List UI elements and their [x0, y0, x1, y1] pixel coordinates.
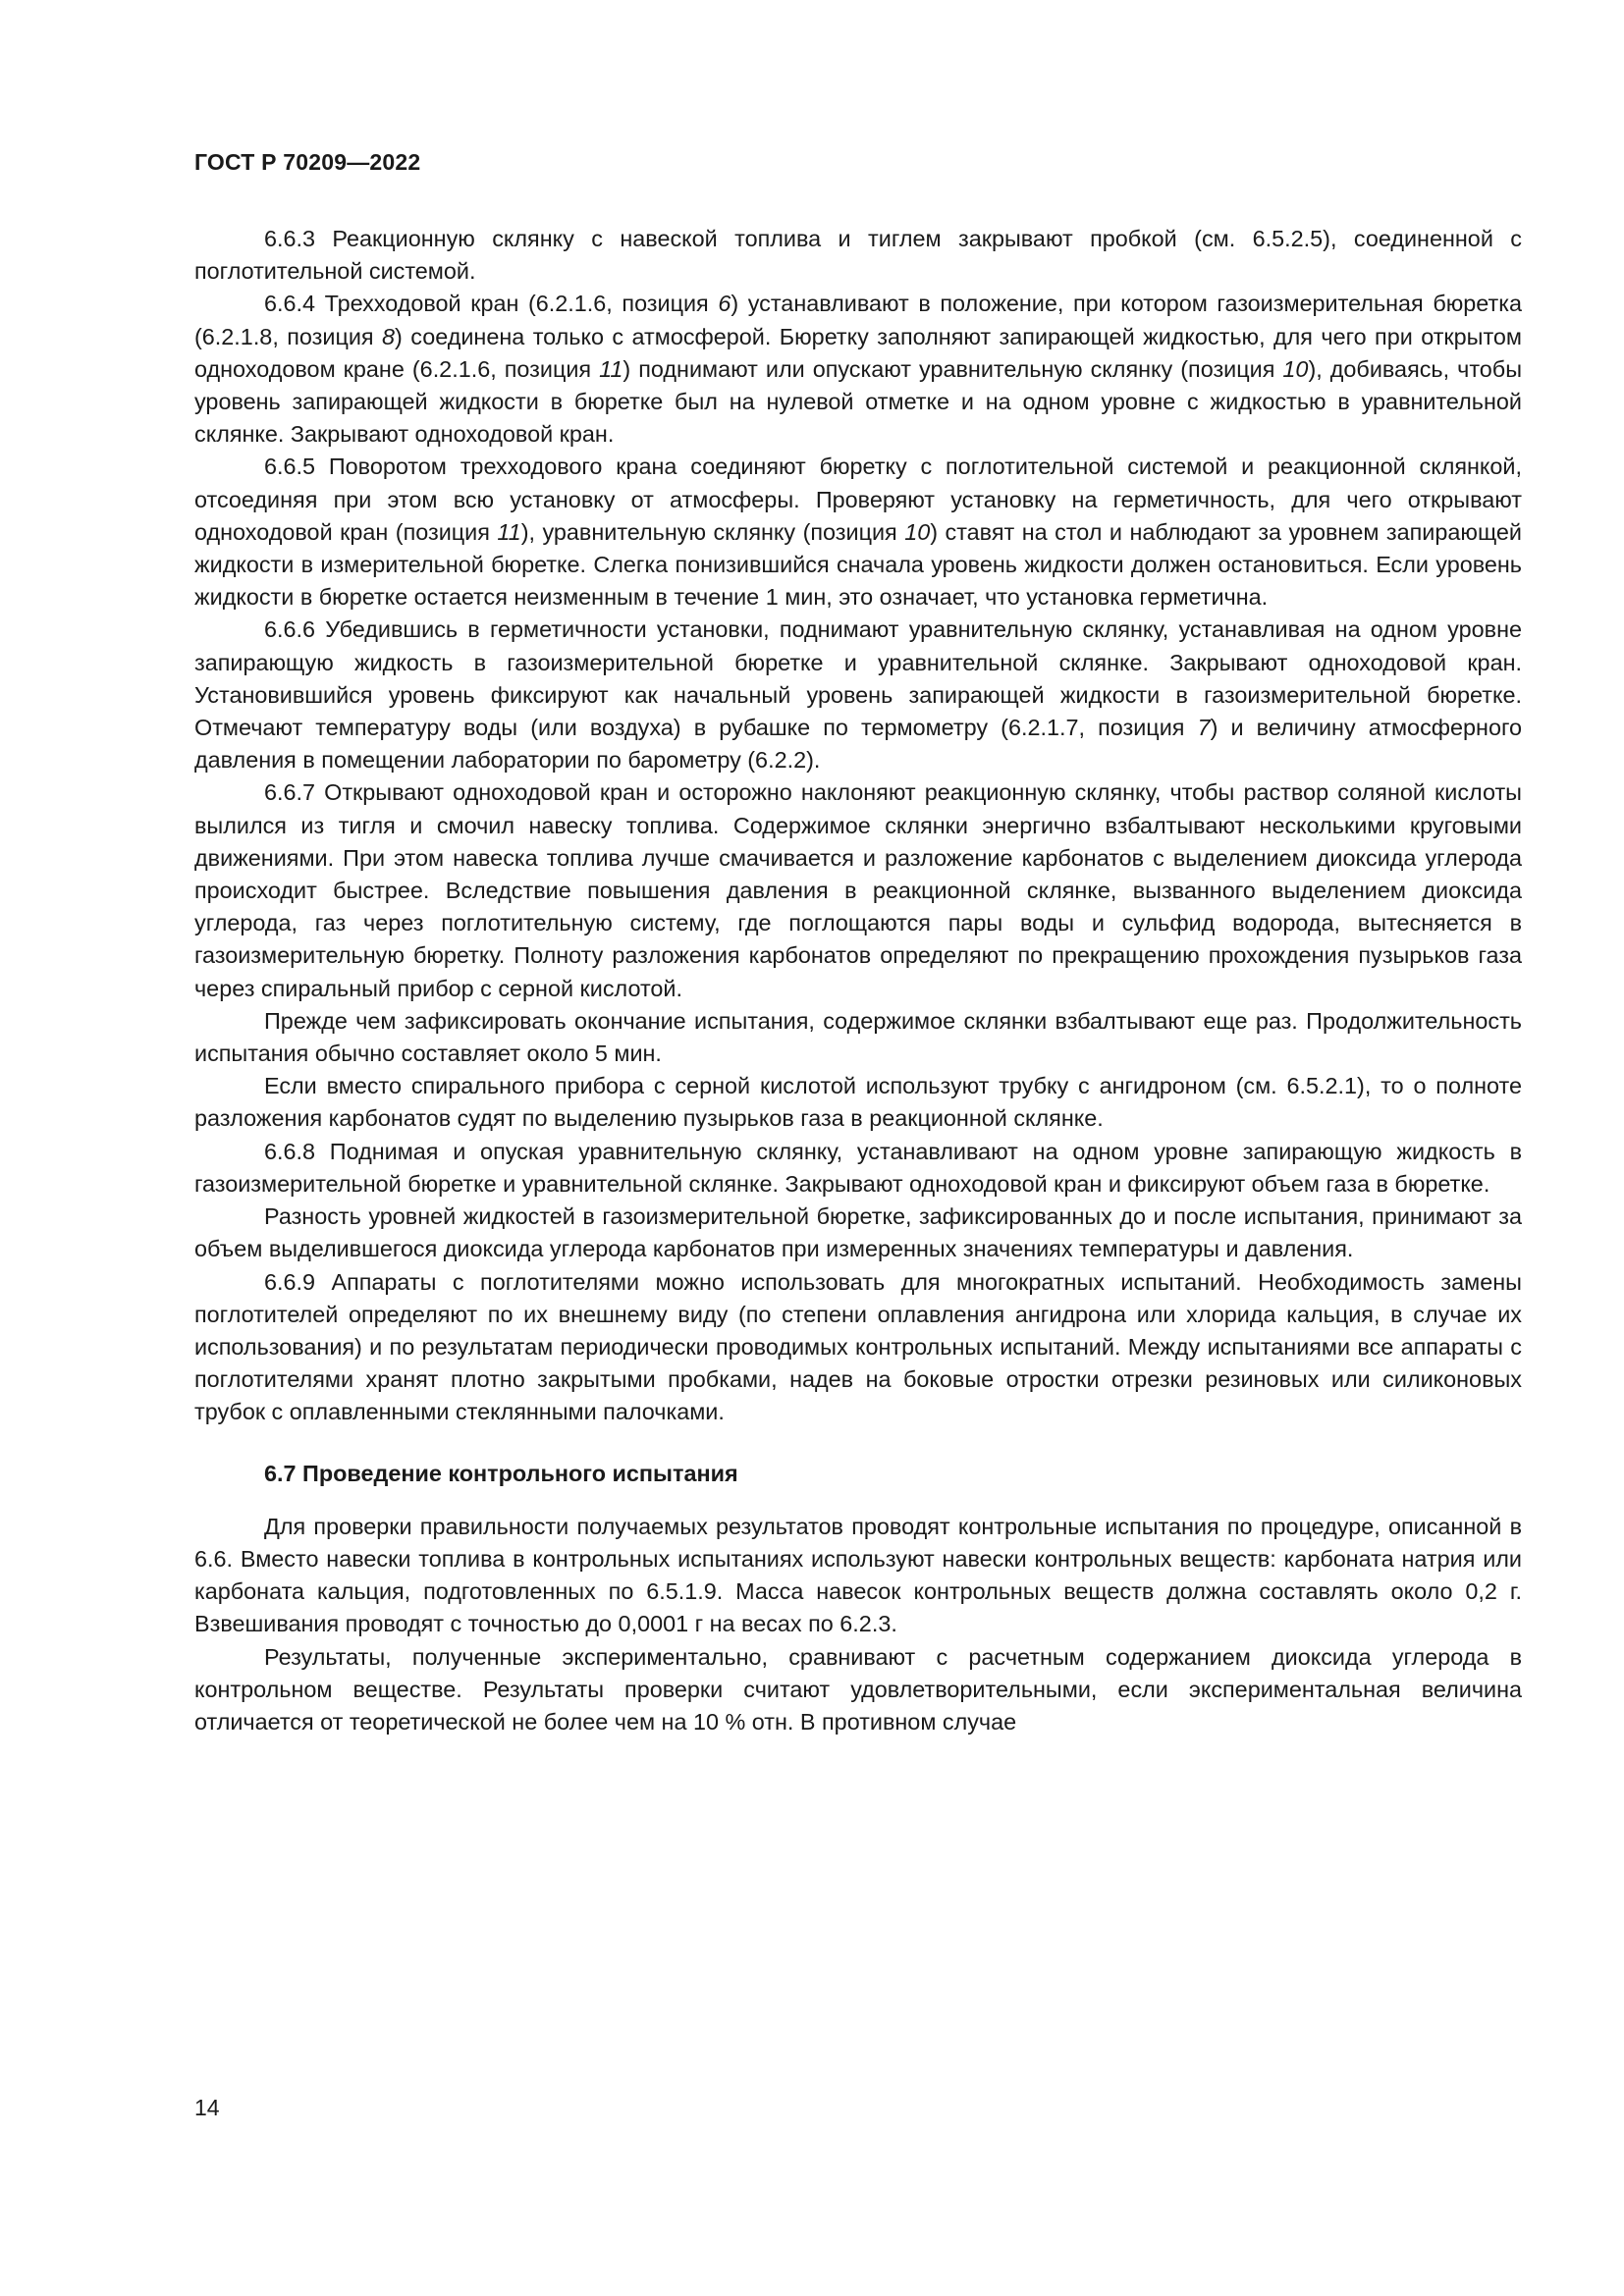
- text-run: ) поднимают или опускают уравнительную склянку (позиция: [623, 355, 1283, 382]
- paragraph: [194, 1201, 1522, 1265]
- text-run: Разность уровней жидкостей в газоизмерительной бюретке, зафиксированных до и после испытания, принимают за объем выделившегося диоксида углерода карбонатов при измеренных значениях температуры и давления.: [194, 1203, 1522, 1262]
- text-run: ), уравнительную склянку (позиция: [520, 518, 905, 545]
- text-run: Для проверки правильности получаемых результатов проводят контрольные испытания по процедуре, описанной в 6.6. Вместо навески топлива в контрольных испытаниях используют навески контрольных веществ: карбоната натрия или карбоната кальция, подготовленных по 6.5.1.9. Масса навесок контрольных веществ должна составлять около 0,2 г. Взвешивания проводят с точностью до 0,0001 г на весах по 6.2.3.: [194, 1513, 1522, 1637]
- paragraphs-6-7: [194, 1511, 1522, 1738]
- paragraph: [194, 1511, 1522, 1641]
- paragraph: [194, 451, 1522, 614]
- text-run: 6.6.8 Поднимая и опуская уравнительную склянку, устанавливают на одном уровне запирающую жидкость в газоизмерительной бюретке и уравнительной склянке. Закрывают одноходовой кран и фиксируют объем газа в бюретке.: [194, 1138, 1522, 1197]
- italic-ref: 11: [599, 355, 623, 382]
- paragraph: [194, 1641, 1522, 1739]
- text-run: ) ставят на стол и наблюдают за уровнем запирающей жидкости в измерительной бюретке. Слегка понизившийся сначала уровень жидкости должен остановиться. Если уровень жидкости в бюретке остается неизменным в течение 1 мин, это означает, что установка герметична.: [194, 518, 1522, 611]
- paragraph: [194, 288, 1522, 451]
- document-body: [194, 223, 1522, 1738]
- paragraph: [194, 776, 1522, 1004]
- text-run: 6.6.7 Открывают одноходовой кран и осторожно наклоняют реакционную склянку, чтобы раствор соляной кислоты вылился из тигля и смочил навеску топлива. Содержимое склянки энергично взбалтывают несколькими круговыми движениями. При этом навеска топлива лучше смачивается и разложение карбонатов с выделением диоксида углерода происходит быстрее. Вследствие повышения давления в реакционной склянке, вызванного выделением диоксида углерода, газ через поглотительную систему, где поглощаются пары воды и сульфид водорода, вытесняется в газоизмерительную бюретку. Полноту разложения карбонатов определяют по прекращению прохождения пузырьков газа через спиральный прибор с серной кислотой.: [194, 779, 1522, 1001]
- text-run: ) устанавливают в положение, при котором газоизмерительная бюретка (6.2.1.8, позиция: [194, 291, 1522, 349]
- italic-ref: 10: [904, 518, 931, 545]
- text-run: ), добиваясь, чтобы уровень запирающей жидкости в бюретке был на нулевой отметке и на одном уровне с жидкостью в уравнительной склянке. Закрывают одноходовой кран.: [194, 355, 1523, 448]
- text-run: ) и величину атмосферного давления в помещении лаборатории по барометру (6.2.2).: [194, 715, 1522, 774]
- paragraphs-6-6: [194, 223, 1522, 1429]
- paragraph: [194, 1136, 1522, 1201]
- document-header: ГОСТ Р 70209—2022: [194, 149, 421, 175]
- italic-ref: 8: [382, 323, 396, 349]
- text-run: 6.6.4 Трехходовой кран (6.2.1.6, позиция: [264, 291, 719, 317]
- text-run: 6.6.3 Реакционную склянку с навеской топлива и тиглем закрывают пробкой (см. 6.5.2.5), соединенной с поглотительной системой.: [194, 226, 1522, 285]
- text-run: 6.6.9 Аппараты с поглотителями можно использовать для многократных испытаний. Необходимость замены поглотителей определяют по их внешнему виду (по степени оплавления ангидрона или хлорида кальция, в случае их использования) и по результатам периодически проводимых контрольных испытаний. Между испытаниями все аппараты с поглотителями хранят плотно закрытыми пробками, надев на боковые отростки отрезки резиновых или силиконовых трубок с оплавленными стеклянными палочками.: [194, 1268, 1522, 1425]
- text-run: 6.6.6 Убедившись в герметичности установки, поднимают уравнительную склянку, устанавливая на одном уровне запирающую жидкость в газоизмерительной бюретке и уравнительной склянке. Закрывают одноходовой кран. Установившийся уровень фиксируют как начальный уровень запирающей жидкости в газоизмерительной бюретке. Отмечают температуру воды (или воздуха) в рубашке по термометру (6.2.1.7, позиция: [194, 616, 1522, 741]
- italic-ref: 11: [497, 518, 521, 545]
- section-heading: 6.7 Проведение контрольного испытания: [264, 1460, 738, 1486]
- text-run: Если вместо спирального прибора с серной кислотой используют трубку с ангидроном (см. 6.5.2.1), то о полноте разложения карбонатов судят по выделению пузырьков газа в реакционной склянке.: [194, 1073, 1522, 1132]
- text-run: 6.6.5 Поворотом трехходового крана соединяют бюретку с поглотительной системой и реакционной склянкой, отсоединяя при этом всю установку от атмосферы. Проверяют установку на герметичность, для чего открывают одноходовой кран (позиция: [194, 454, 1522, 545]
- italic-ref: 10: [1282, 355, 1309, 382]
- paragraph: [194, 1266, 1522, 1429]
- paragraph: [194, 223, 1522, 288]
- paragraph: [194, 614, 1522, 776]
- text-run: ) соединена только с атмосферой. Бюретку заполняют запирающей жидкостью, для чего при открытом одноходовом кране (6.2.1.6, позиция: [194, 323, 1523, 382]
- paragraph: [194, 1070, 1522, 1135]
- italic-ref: 6: [718, 291, 731, 317]
- text-run: Прежде чем зафиксировать окончание испытания, содержимое склянки взбалтывают еще раз. Продолжительность испытания обычно составляет около 5 мин.: [194, 1007, 1522, 1067]
- page-number: 14: [194, 2095, 220, 2120]
- paragraph: [194, 1005, 1522, 1070]
- italic-ref: 7: [1197, 715, 1211, 741]
- text-run: Результаты, полученные экспериментально, сравнивают с расчетным содержанием диоксида углерода в контрольном веществе. Результаты проверки считают удовлетворительными, если экспериментальная величина отличается от теоретической не более чем на 10 % отн. В противном случае: [194, 1643, 1522, 1735]
